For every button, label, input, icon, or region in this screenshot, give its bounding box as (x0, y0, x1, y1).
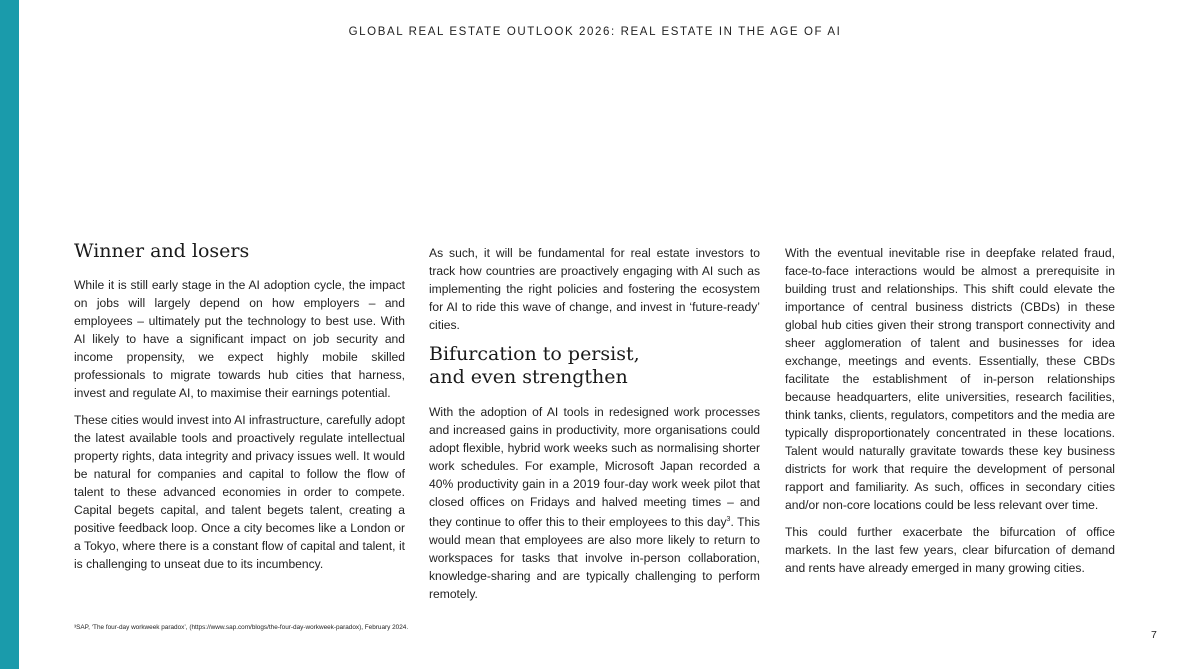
page-number: 7 (1151, 629, 1157, 641)
paragraph: This could further exacerbate the bifurcation of office markets. In the last few years, clear bifurcation of demand and rents have already emerged in many growing cities. (785, 525, 1115, 575)
footnote-source: ³SAP, ‘The four-day workweek paradox’, (https://www.sap.com/blogs/the-four-day-workweek-paradox), February 2024. (74, 624, 409, 631)
paragraph-text: With the adoption of AI tools in redesigned work processes and increased gains in productivity, more organisations could adopt flexible, hybrid work weeks such as normalising shorter work schedules. For example, Microsoft Japan recorded a 40% productivity gain in a 2019 four-day work week pilot that closed offices on Fridays and halved meeting times – and they continue to offer this to their employees to this day (429, 405, 760, 530)
paragraph-text: . This would mean that employees are also more likely to return to workspaces for tasks that involve in-person collaboration, knowledge-sharing and are typically challenging to perform remotely. (429, 515, 760, 602)
section-heading-winners: Winner and losers (74, 240, 250, 262)
page-header-title: GLOBAL REAL ESTATE OUTLOOK 2026: REAL ESTATE IN THE AGE OF AI (348, 26, 842, 38)
paragraph: With the eventual inevitable rise in deepfake related fraud, face-to-face interactions would be almost a prerequisite in building trust and relationships. This shift could elevate the importance of central business districts (CBDs) in these global hub cities given their strong transport connectivity and sheer agglomeration of talent and businesses for idea exchange, meetings and events. Essentially, these CBDs facilitate the establishment of in-person relationships because headquarters, elite universities, research facilities, think tanks, clients, regulators, competitors and the media are typically disproportionately concentrated in these locations. Talent would naturally gravitate towards these key business districts for work that require the development of personal rapport and familiarity. As such, offices in secondary cities and/or non-core locations could be less relevant over time. (785, 246, 1115, 512)
column-bifurcation (429, 244, 760, 603)
paragraph: While it is still early stage in the AI adoption cycle, the impact on jobs will largely depend on how employers – and employees – ultimately put the technology to best use. With AI likely to have a significant impact on job security and income propensity, we expect highly mobile skilled professionals to migrate towards hub cities that harness, invest and regulate AI, to maximise their earnings potential. (74, 278, 405, 400)
paragraph: These cities would invest into AI infrastructure, carefully adopt the latest available tools and proactively regulate intellectual property rights, data integrity and privacy issues well. It would be natural for companies and capital to follow the flow of talent to these advanced economies in order to compete. Capital begets capital, and talent begets talent, creating a positive feedback loop. Once a city becomes like a London or a Tokyo, where there is a constant flow of capital and talent, it is challenging to unseat due to its incumbency. (74, 413, 405, 571)
column-winners-and-losers (74, 240, 405, 573)
column-cbd-importance (785, 244, 1115, 577)
accent-sidebar-bar (0, 0, 19, 669)
section-heading-bifurcation (429, 343, 760, 389)
footnote-reference[interactable]: 3 (726, 516, 731, 523)
paragraph (429, 403, 760, 603)
heading-line: and even strengthen (429, 366, 628, 388)
paragraph: As such, it will be fundamental for real estate investors to track how countries are proactively engaging with AI such as implementing the right policies and fostering the ecosystem for AI to ride this wave of change, and invest in ‘future-ready’ cities. (429, 246, 760, 332)
heading-line: Bifurcation to persist, (429, 343, 640, 365)
